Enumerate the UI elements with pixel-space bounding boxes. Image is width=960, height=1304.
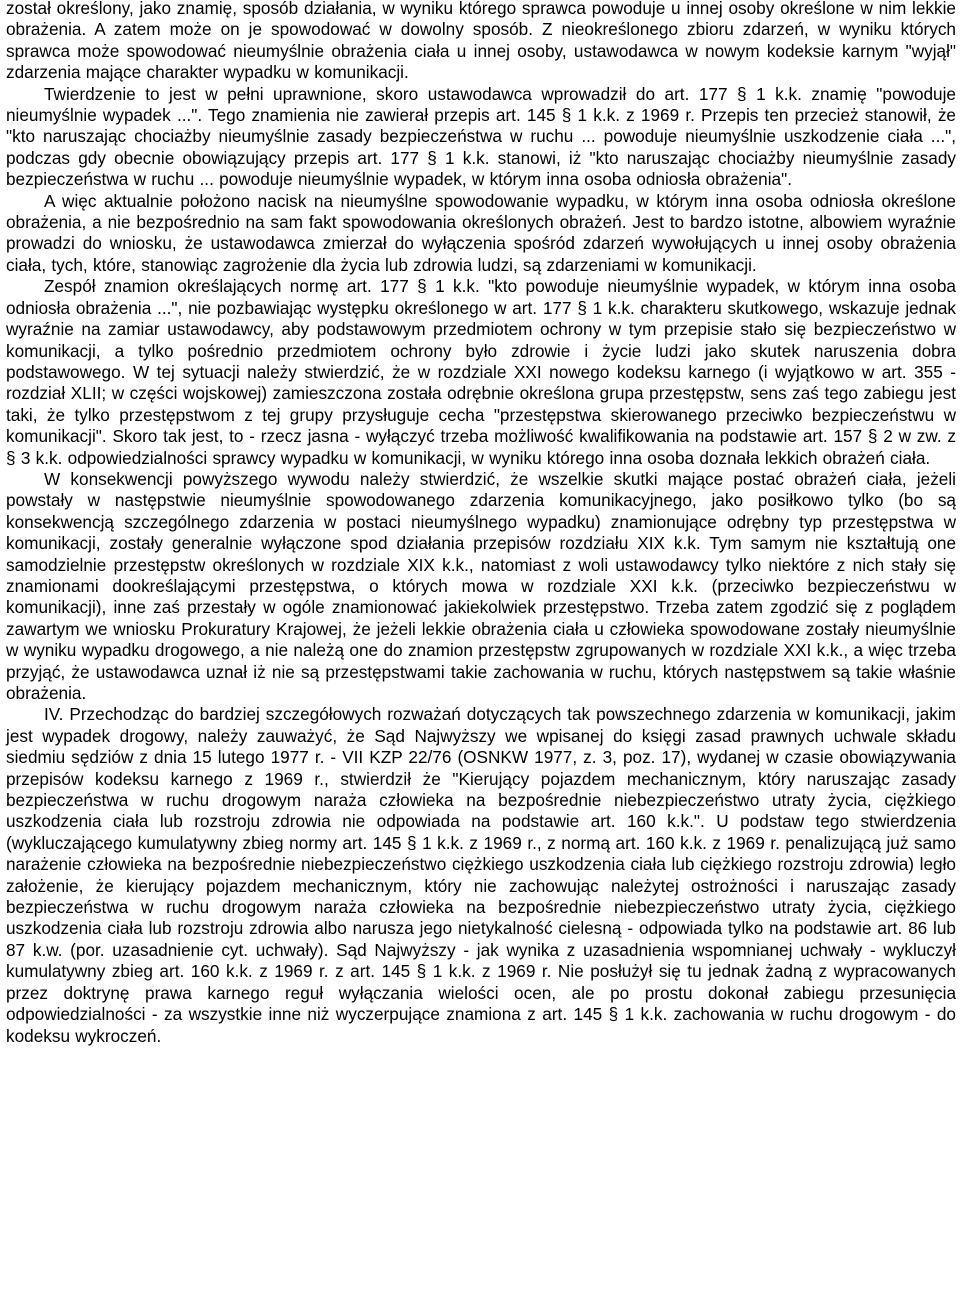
paragraph: Zespół znamion określających normę art. 177 § 1 k.k. "kto powoduje nieumyślnie wypadek, w którym inna osoba odniosła obrażenia ...", nie pozbawiając występku określonego w art. 177 § 1 k.k. charakteru skutkowego, wskazuje jednak wyraźnie na zamiar ustawodawcy, aby podstawowym przedmiotem ochrony w tym przepisie stało się bezpieczeństwo w komunikacji, a tylko pośrednio przedmiotem ochrony było zdrowie i życie ludzi jako skutek naruszenia dobra podstawowego. W tej sytuacji należy stwierdzić, że w rozdziale XXI nowego kodeksu karnego (i wyjątkowo w art. 355 - rozdział XLII; w części wojskowej) zamieszczona została odrębnie określona grupa przestępstw, sens zaś tego zabiegu jest taki, że tylko przestępstwom z tej grupy przysługuje cecha "przestępstwa skierowanego przeciwko bezpieczeństwu w komunikacji". Skoro tak jest, to - rzecz jasna - wyłączyć trzeba możliwość kwalifikowania na podstawie art. 157 § 2 w zw. z § 3 k.k. odpowiedzialności sprawcy wypadku w komunikacji, w wyniku którego inna osoba doznała lekkich obrażeń ciała. [6, 276, 956, 468]
paragraph: W konsekwencji powyższego wywodu należy stwierdzić, że wszelkie skutki mające postać obrażeń ciała, jeżeli powstały w następstwie nieumyślnie spowodowanego zdarzenia komunikacyjnego, jako posiłkowo tylko (bo są konsekwencją szczególnego zdarzenia w postaci nieumyślnego wypadku) znamionujące odrębny typ przestępstwa w komunikacji, zostały generalnie wyłączone spod działania przepisów rozdziału XIX k.k. Tym samym nie kształtują one samodzielnie przestępstw określonych w rozdziale XIX k.k., natomiast z woli ustawodawcy tylko niektóre z nich stały się znamionami dookreślającymi przestępstwa, o których mowa w rozdziale XXI k.k. (przeciwko bezpieczeństwu w komunikacji), inne zaś przestały w ogóle znamionować jakiekolwiek przestępstwo. Trzeba zatem zgodzić się z poglądem zawartym we wniosku Prokuratury Krajowej, że jeżeli lekkie obrażenia ciała u człowieka spowodowane zostały nieumyślnie w wyniku wypadku drogowego, a nie należą one do znamion przestępstw zgrupowanych w rozdziale XXI k.k., a więc trzeba przyjąć, że ustawodawca uznał iż nie są przestępstwami takie zachowania w ruchu, których następstwem są takie właśnie obrażenia. [6, 468, 956, 703]
paragraph: A więc aktualnie położono nacisk na nieumyślne spowodowanie wypadku, w którym inna osoba odniosła określone obrażenia, a nie bezpośrednio na sam fakt spowodowania określonych obrażeń. Jest to bardzo istotne, albowiem wyraźnie prowadzi do wniosku, że ustawodawca zmierzał do wyłączenia spośród zdarzeń wywołujących u innej osoby obrażenia ciała, tych, które, stanowiąc zagrożenie dla życia lub zdrowia ludzi, są zdarzeniami w komunikacji. [6, 190, 956, 275]
paragraph-continued: został określony, jako znamię, sposób działania, w wyniku którego sprawca powoduje u innej osoby określone w nim lekkie obrażenia. A zatem może on je spowodować w dowolny sposób. Z nieokreślonego zbioru zdarzeń, w wyniku których sprawca może spowodować nieumyślnie obrażenia ciała u innej osoby, ustawodawca w nowym kodeksie karnym "wyjął" zdarzenia mające charakter wypadku w komunikacji. [6, 0, 956, 83]
paragraph: Twierdzenie to jest w pełni uprawnione, skoro ustawodawca wprowadził do art. 177 § 1 k.k. znamię "powoduje nieumyślnie wypadek ...". Tego znamienia nie zawierał przepis art. 145 § 1 k.k. z 1969 r. Przepis ten przecież stanowił, że "kto naruszając chociażby nieumyślnie zasady bezpieczeństwa w ruchu ... powoduje nieumyślnie uszkodzenie ciała ...", podczas gdy obecnie obowiązujący przepis art. 177 § 1 k.k. stanowi, iż "kto naruszając chociażby nieumyślnie zasady bezpieczeństwa w ruchu ... powoduje nieumyślnie wypadek, w którym inna osoba odniosła obrażenia". [6, 83, 956, 190]
paragraph-section-iv: IV. Przechodząc do bardziej szczegółowych rozważań dotyczących tak powszechnego zdarzenia w komunikacji, jakim jest wypadek drogowy, należy zauważyć, że Sąd Najwyższy we wpisanej do księgi zasad prawnych uchwale składu siedmiu sędziów z dnia 15 lutego 1977 r. - VII KZP 22/76 (OSNKW 1977, z. 3, poz. 17), wydanej w czasie obowiązywania przepisów kodeksu karnego z 1969 r., stwierdził że "Kierujący pojazdem mechanicznym, który naruszając zasady bezpieczeństwa w ruchu drogowym naraża człowieka na bezpośrednie niebezpieczeństwo utraty życia, ciężkiego uszkodzenia ciała lub rozstroju zdrowia nie odpowiada na podstawie art. 160 k.k.". U podstaw tego stwierdzenia (wykluczającego kumulatywny zbieg normy art. 145 § 1 k.k. z 1969 r., z normą art. 160 k.k. z 1969 r. penalizującą już samo narażenie człowieka na bezpośrednie niebezpieczeństwo ciężkiego uszkodzenia ciała lub ciężkiego rozstroju zdrowia) legło założenie, że kierujący pojazdem mechanicznym, który nie zachowując należytej ostrożności i naruszając zasady bezpieczeństwa w ruchu drogowym naraża człowieka na bezpośrednie niebezpieczeństwo utraty życia, ciężkiego uszkodzenia ciała lub rozstroju zdrowia albo narusza jego nietykalność cielesną - odpowiada tylko na podstawie art. 86 lub 87 k.w. (por. uzasadnienie cyt. uchwały). Sąd Najwyższy - jak wynika z uzasadnienia wspomnianej uchwały - wykluczył kumulatywny zbieg art. 160 k.k. z 1969 r. z art. 145 § 1 k.k. z 1969 r. Nie posłużył się tu jednak żadną z wypracowanych przez doktrynę prawa karnego reguł wyłączania wielości ocen, ale po prostu dokonał zabiegu przesunięcia odpowiedzialności - za wszystkie inne niż wyczerpujące znamiona z art. 145 § 1 k.k. zachowania w ruchu drogowym - do kodeksu wykroczeń. [6, 704, 956, 1046]
